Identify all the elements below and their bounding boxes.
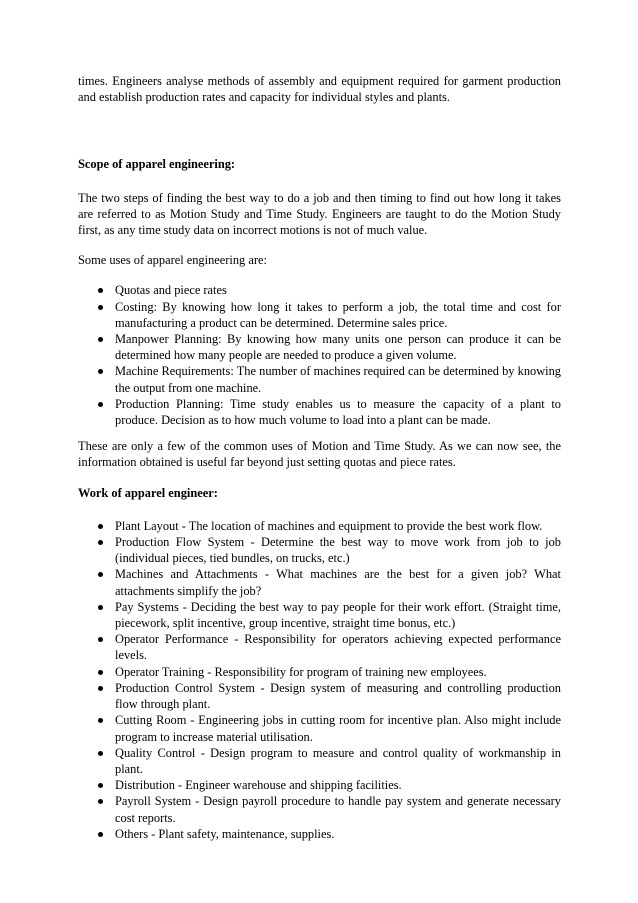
list-item: [78, 518, 561, 534]
bullet-icon: [98, 396, 104, 412]
bullet-icon: [98, 282, 104, 298]
list-item: [78, 299, 561, 331]
list-item-text: Others - Plant safety, maintenance, supplies.: [115, 826, 335, 841]
scope-paragraph: The two steps of finding the best way to do a job and then timing to find out how long it takes are referred to as Motion Study and Time Study. Engineers are taught to do the Motion Study first, as any time study data on incorrect motions is not of much value.: [78, 190, 561, 238]
document-page: [78, 73, 561, 842]
list-item: [78, 331, 561, 363]
bullet-icon: [98, 631, 104, 647]
bullet-icon: [98, 680, 104, 696]
bullet-icon: [98, 363, 104, 379]
list-item: [78, 534, 561, 566]
list-item-text: Manpower Planning: By knowing how many units one person can produce it can be determined how many people are needed to produce a given volume.: [115, 332, 561, 363]
list-item: [78, 566, 561, 598]
list-item-text: Payroll System - Design payroll procedure to handle pay system and generate necessary cost reports.: [115, 794, 561, 825]
bullet-icon: [98, 777, 104, 793]
list-item: [78, 793, 561, 825]
bullet-icon: [98, 793, 104, 809]
list-item: [78, 826, 561, 842]
list-item: [78, 680, 561, 712]
bullet-icon: [98, 299, 104, 315]
bullet-icon: [98, 599, 104, 615]
scope-closing: These are only a few of the common uses of Motion and Time Study. As we can now see, the information obtained is useful far beyond just setting quotas and piece rates.: [78, 439, 561, 470]
list-item-text: Machines and Attachments - What machines are the best for a given job? What attachments simplify the job?: [115, 567, 561, 598]
work-heading: Work of apparel engineer:: [78, 485, 218, 500]
bullet-icon: [98, 745, 104, 761]
list-item-text: Machine Requirements: The number of machines required can be determined by knowing the output from one machine.: [115, 364, 561, 395]
bullet-icon: [98, 534, 104, 550]
bullet-icon: [98, 331, 104, 347]
list-item-text: Production Control System - Design system of measuring and controlling production flow through plant.: [115, 680, 561, 712]
list-item: [78, 712, 561, 744]
list-item-text: Production Planning: Time study enables us to measure the capacity of a plant to produce. Decision as to how much volume to load into a plant can be made.: [115, 396, 561, 428]
uses-intro: Some uses of apparel engineering are:: [78, 253, 267, 268]
list-item: [78, 664, 561, 680]
bullet-icon: [98, 712, 104, 728]
list-item: [78, 631, 561, 663]
bullet-icon: [98, 664, 104, 680]
list-item-text: Pay Systems - Deciding the best way to pay people for their work effort. (Straight time, piecework, split incentive, group incentive, straight time bonus, etc.): [115, 599, 561, 631]
scope-heading: Scope of apparel engineering:: [78, 157, 236, 172]
list-item: [78, 396, 561, 428]
bullet-icon: [98, 518, 104, 534]
list-item-text: Distribution - Engineer warehouse and shipping facilities.: [115, 778, 402, 793]
list-item-text: Operator Training - Responsibility for program of training new employees.: [115, 664, 487, 679]
bullet-icon: [98, 826, 104, 842]
bullet-icon: [98, 566, 104, 582]
list-item-text: Quotas and piece rates: [115, 283, 227, 298]
list-item: [78, 363, 561, 395]
list-item-text: Operator Performance - Responsibility for operators achieving expected performance levels.: [115, 632, 561, 663]
list-item: [78, 745, 561, 777]
list-item-text: Cutting Room - Engineering jobs in cutting room for incentive plan. Also might include program to increase material utilisation.: [115, 713, 561, 744]
list-item-text: Quality Control - Design program to measure and control quality of workmanship in plant.: [115, 745, 561, 776]
uses-list: [78, 282, 561, 428]
list-item: [78, 282, 561, 298]
list-item-text: Production Flow System - Determine the best way to move work from job to job (individual pieces, tied bundles, on trucks, etc.): [115, 535, 561, 566]
list-item-text: Costing: By knowing how long it takes to perform a job, the total time and cost for manufacturing a product can be determined. Determine sales price.: [115, 299, 561, 330]
intro-paragraph: times. Engineers analyse methods of assembly and equipment required for garment production and establish production rates and capacity for individual styles and plants.: [78, 74, 561, 105]
list-item-text: Plant Layout - The location of machines and equipment to provide the best work flow.: [115, 518, 543, 533]
list-item: [78, 777, 561, 793]
work-list: [78, 518, 561, 842]
list-item: [78, 599, 561, 631]
